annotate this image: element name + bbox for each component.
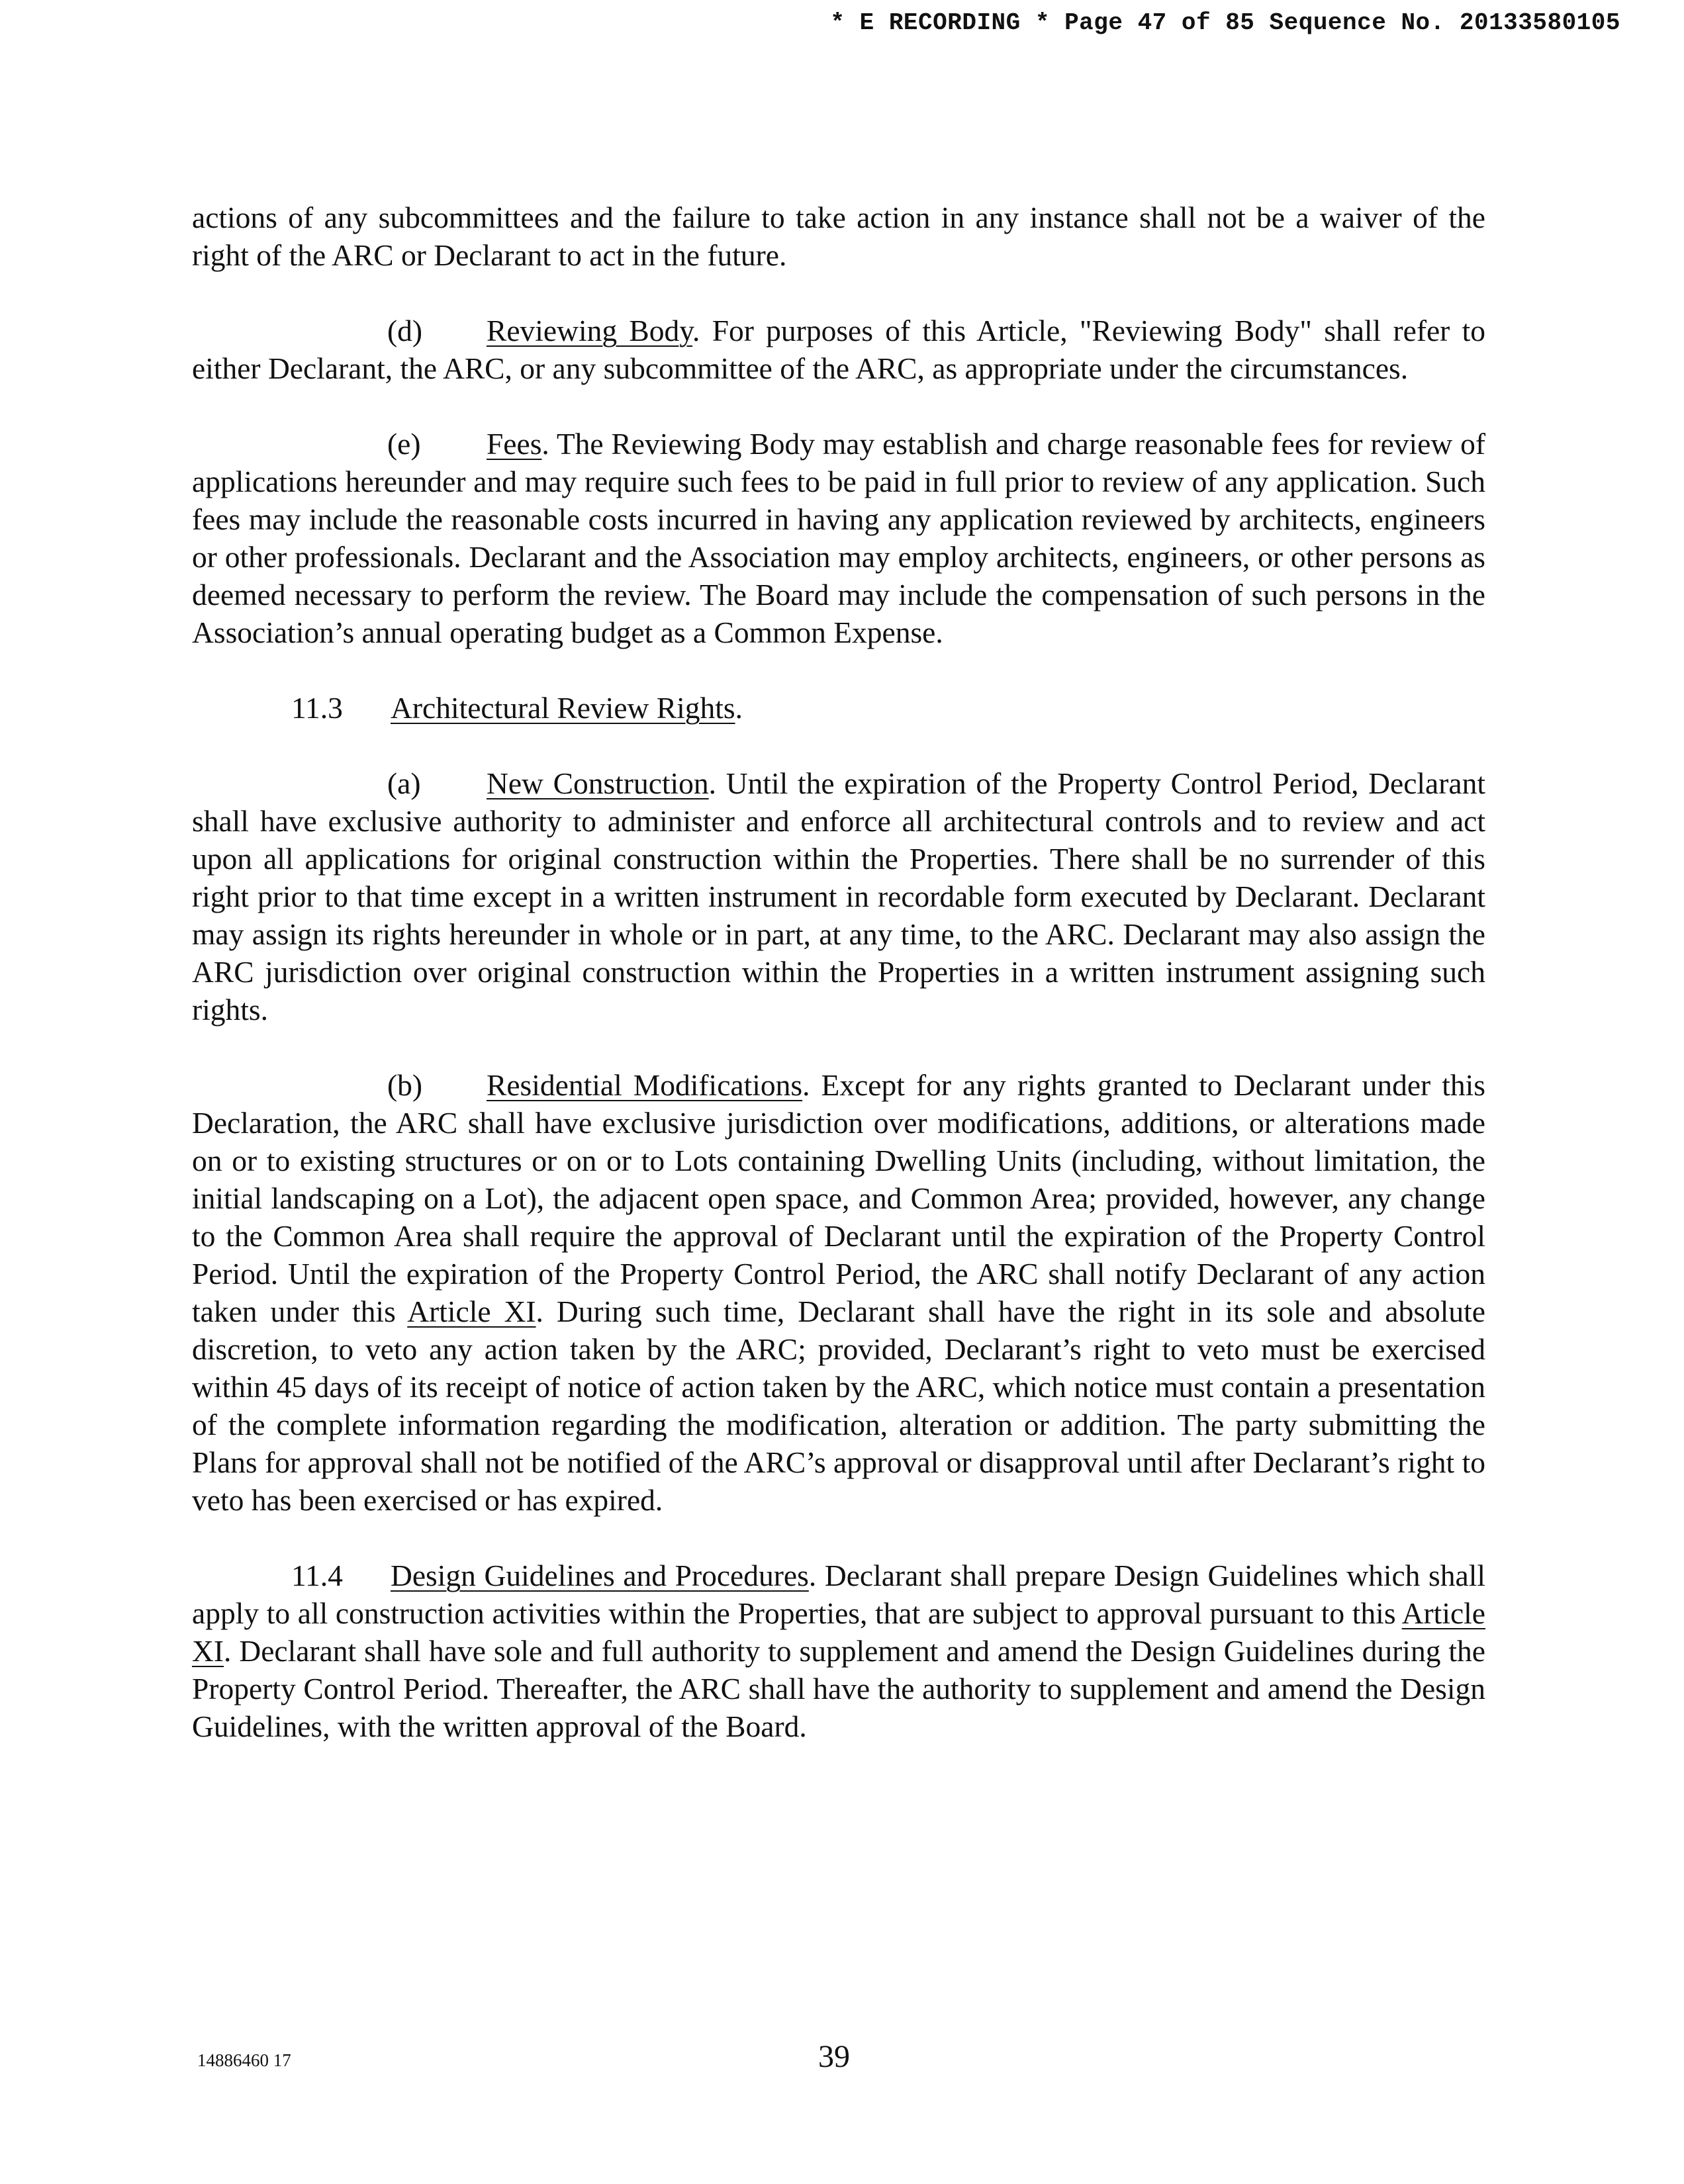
paragraph-text: . Until the expiration of the Property Control Period, Declarant shall have exclusive authority to administer and enforce all architectural controls and to review and act upon all applications for original construction within the Properties. There shall be no surrender of this right prior to that time except in a written instrument in recordable form executed by Declarant. Declarant may assign its rights hereunder in whole or in part, at any time, to the ARC. Declarant may also assign the ARC jurisdiction over original construction within the Properties in a written instrument assigning such rights. [192, 766, 1485, 1026]
section-heading: Design Guidelines and Procedures [391, 1559, 809, 1592]
section-heading-punct: . [735, 691, 743, 725]
paragraph-text: . Declarant shall have sole and full authority to supplement and amend the Design Guidelines during the Property Control Period. Thereafter, the ARC shall have the authority to supplement and amend the Design Guidelines, with the written approval of the Board. [192, 1634, 1485, 1743]
section-11-4 [192, 1557, 1485, 1745]
paragraph-text: . Declarant shall prepare Design Guidelines which shall apply to all construction activities within the Properties, that are subject to approval pursuant to this [192, 1559, 1485, 1630]
recording-stamp: * E RECORDING * Page 47 of 85 Sequence No. 20133580105 [830, 9, 1620, 36]
section-11-3 [192, 689, 1485, 727]
document-body [192, 199, 1485, 1783]
subsection-heading: Fees [487, 427, 542, 461]
section-number: 11.4 [291, 1559, 343, 1592]
paragraph-new-construction [192, 764, 1485, 1028]
subsection-heading: New Construction [487, 766, 709, 800]
paragraph-continuation [192, 199, 1485, 274]
document-id: 14886460 17 [197, 2050, 291, 2070]
paragraph-fees [192, 425, 1485, 651]
paragraph-text: . Except for any rights granted to Declarant under this Declaration, the ARC shall have exclusive jurisdiction over modifications, additions, or alterations made on or to existing structures or on or to Lots containing Dwelling Units (including, without limitation, the initial landscaping on a Lot), the adjacent open space, and Common Area; provided, however, any change to the Common Area shall require the approval of Declarant until the expiration of the Property Control Period. Until the expiration of the Property Control Period, the ARC shall notify Declarant of any action taken under this [192, 1068, 1485, 1328]
subsection-label: (a) [387, 766, 421, 800]
subsection-label: (d) [387, 314, 423, 347]
subsection-heading: Reviewing Body [487, 314, 693, 347]
subsection-heading: Residential Modifications [487, 1068, 803, 1102]
section-heading: Architectural Review Rights [391, 691, 735, 725]
paragraph-residential-modifications [192, 1066, 1485, 1519]
subsection-label: (e) [387, 427, 421, 461]
subsection-label: (b) [387, 1068, 423, 1102]
section-number: 11.3 [291, 691, 343, 725]
article-reference: Article XI [192, 1596, 1485, 1668]
paragraph-reviewing-body [192, 312, 1485, 387]
paragraph-text: . For purposes of this Article, "Reviewing Body" shall refer to either Declarant, the ARC, or any subcommittee of the ARC, as appropriate under the circumstances. [192, 314, 1485, 385]
paragraph-text: actions of any subcommittees and the failure to take action in any instance shall not be a waiver of the right of the ARC or Declarant to act in the future. [192, 201, 1485, 272]
page-number: 39 [818, 2039, 850, 2074]
paragraph-text: . During such time, Declarant shall have the right in its sole and absolute discretion, to veto any action taken by the ARC; provided, Declarant’s right to veto must be exercised within 45 days of its receipt of notice of action taken by the ARC, which notice must contain a presentation of the complete information regarding the modification, alteration or addition. The party submitting the Plans for approval shall not be notified of the ARC’s approval or disapproval until after Declarant’s right to veto has been exercised or has expired. [192, 1295, 1485, 1517]
paragraph-text: . The Reviewing Body may establish and charge reasonable fees for review of applications hereunder and may require such fees to be paid in full prior to review of any application. Such fees may include the reasonable costs incurred in having any application reviewed by architects, engineers or other professionals. Declarant and the Association may employ architects, engineers, or other persons as deemed necessary to perform the review. The Board may include the compensation of such persons in the Association’s annual operating budget as a Common Expense. [192, 427, 1485, 649]
article-reference: Article XI [407, 1295, 536, 1328]
